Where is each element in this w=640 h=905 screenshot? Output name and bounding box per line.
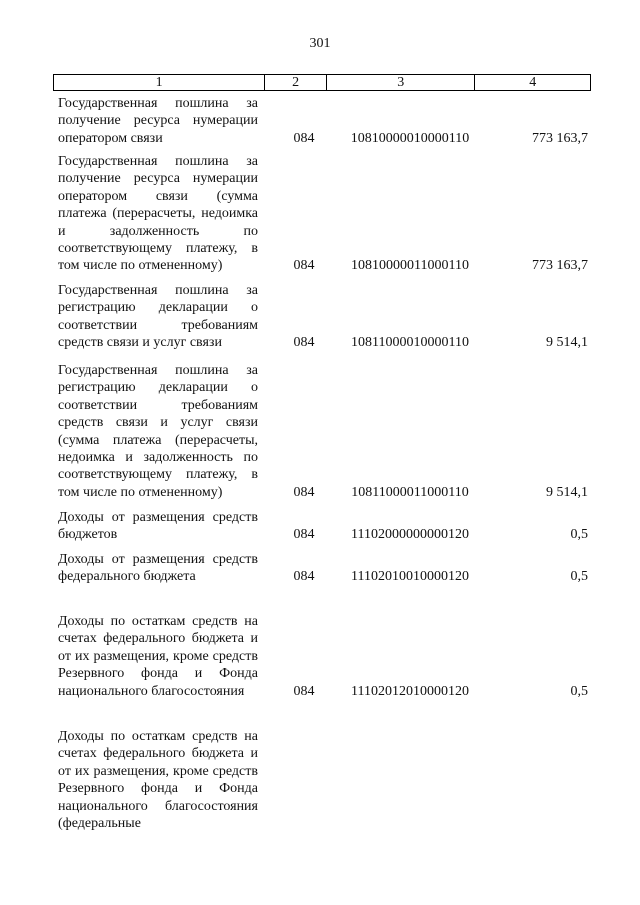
row-admin-code: 084 — [293, 527, 315, 543]
header-col-1: 1 — [54, 75, 265, 90]
header-col-3: 3 — [327, 75, 475, 90]
table-header — [53, 74, 591, 91]
row-admin-code: 084 — [293, 569, 315, 585]
row-admin-code: 084 — [293, 130, 315, 146]
table-row — [58, 613, 590, 700]
row-amount: 0,5 — [570, 569, 588, 585]
table-row — [58, 282, 590, 352]
row-amount: 9 514,1 — [546, 335, 588, 351]
header-col-2: 2 — [265, 75, 327, 90]
row-amount: 773 163,7 — [532, 130, 588, 146]
row-amount: 9 514,1 — [546, 484, 588, 500]
row-name: Государственная пошлина за получение ресурса нумерации оператором связи — [58, 96, 258, 146]
row-admin-code: 084 — [293, 484, 315, 500]
row-amount: 0,5 — [570, 683, 588, 699]
row-name: Государственная пошлина за получение ресурса нумерации оператором связи (сумма платежа (перерасчеты, недоимка и задолженность по соответствующему платежу, в том числе по отмененному) — [58, 154, 258, 274]
row-amount: 773 163,7 — [532, 258, 588, 274]
header-col-4: 4 — [529, 74, 537, 90]
table-row — [58, 362, 590, 501]
table-row — [58, 153, 590, 275]
page-number: 301 — [309, 36, 331, 51]
table-row — [58, 728, 590, 832]
row-amount: 0,5 — [570, 527, 588, 543]
row-budget-code: 10811000011000110 — [351, 484, 469, 500]
table-row — [58, 509, 590, 544]
row-name: Государственная пошлина за регистрацию декларации о соответствии требованиям средств связи и услуг связи — [58, 283, 258, 351]
row-name: Доходы от размещения средств бюджетов — [58, 510, 258, 543]
row-name: Доходы по остаткам средств на счетах федерального бюджета и от их размещения, кроме средств Резервного фонда и Фонда национального благосостояния (федеральные — [58, 729, 258, 832]
row-budget-code: 11102012010000120 — [351, 683, 469, 699]
row-name: Доходы по остаткам средств на счетах федерального бюджета и от их размещения, кроме средств Резервного фонда и Фонда национального благосостояния — [58, 614, 258, 699]
row-budget-code: 10810000011000110 — [351, 258, 469, 274]
row-admin-code: 084 — [293, 258, 315, 274]
table-row — [58, 551, 590, 586]
row-budget-code: 11102010010000120 — [351, 569, 469, 585]
row-budget-code: 10810000010000110 — [350, 130, 470, 146]
table-row — [58, 95, 590, 147]
row-budget-code: 10811000010000110 — [351, 335, 469, 351]
row-admin-code: 084 — [293, 683, 315, 699]
row-name: Доходы от размещения средств федерального бюджета — [58, 552, 258, 585]
row-budget-code: 11102000000000120 — [351, 527, 469, 543]
row-admin-code: 084 — [293, 335, 315, 351]
row-name: Государственная пошлина за регистрацию декларации о соответствии требованиям средств связи и услуг связи (сумма платежа (перерасчеты, недоимка и задолженность по соответствующему платежу, в том числе по отмененному) — [58, 363, 258, 500]
